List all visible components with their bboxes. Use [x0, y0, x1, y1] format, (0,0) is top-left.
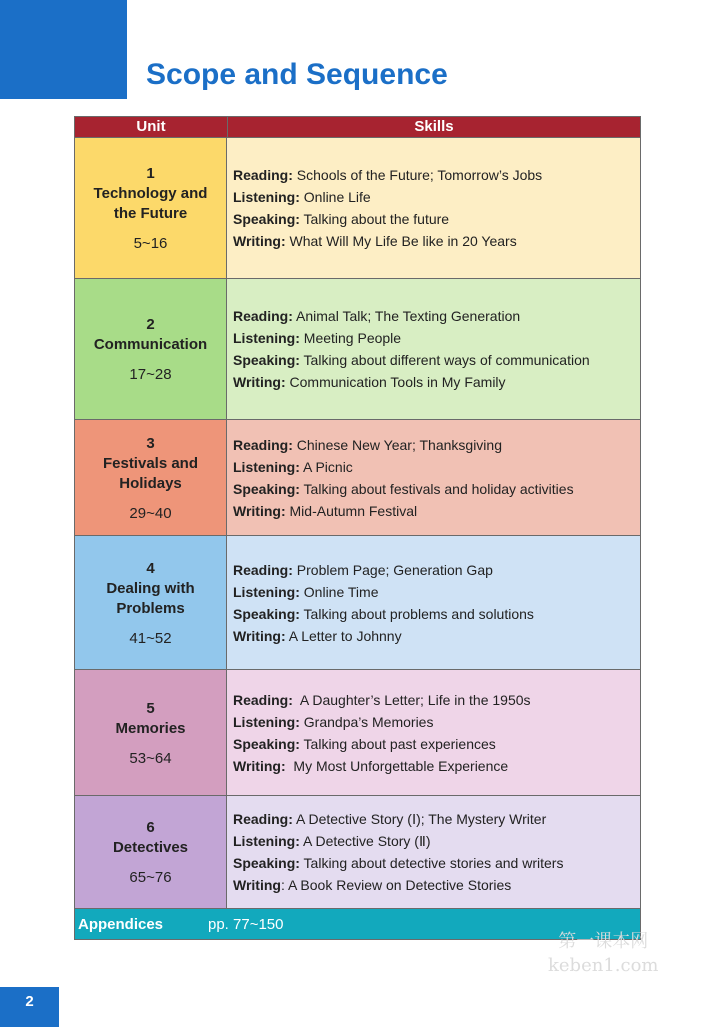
unit-pages: 5~16	[133, 235, 168, 252]
unit-number: 2	[146, 316, 155, 333]
skill-label: Speaking:	[233, 480, 300, 497]
unit-number: 1	[146, 165, 155, 182]
skill-label: Reading:	[233, 691, 293, 708]
unit-cell	[75, 670, 227, 795]
skill-line	[233, 349, 640, 371]
unit-name: the Future	[113, 205, 188, 222]
skill-label: Listening:	[233, 713, 300, 730]
table-body	[75, 138, 640, 909]
unit-name: Memories	[115, 719, 186, 737]
skill-text: Meeting People	[299, 330, 402, 346]
header-skills: Skills	[414, 118, 454, 135]
skill-text: Online Life	[299, 189, 371, 205]
skill-text: My Most Unforgettable Experience	[285, 757, 509, 774]
skill-label: Speaking:	[233, 211, 300, 227]
unit-pages: 29~40	[129, 504, 172, 522]
skill-label: Reading:	[233, 436, 293, 453]
page-number: 2	[0, 987, 59, 1027]
unit-row	[75, 670, 640, 796]
unit-cell	[75, 279, 227, 419]
skill-text: A Detective Story (Ⅰ); The Mystery Writer	[292, 811, 547, 827]
skill-text: Problem Page; Generation Gap	[292, 561, 493, 578]
unit-cell	[75, 420, 227, 535]
skill-line	[233, 478, 640, 500]
skill-line	[233, 371, 640, 393]
skill-text: Communication Tools in My Family	[285, 374, 506, 390]
skill-text: A Letter to Johnny	[285, 627, 402, 644]
skill-label: Speaking:	[233, 605, 300, 622]
unit-name: Detectives	[112, 839, 189, 856]
unit-name: Problems	[116, 599, 185, 617]
unit-number: 3	[146, 434, 155, 452]
skill-text: Mid-Autumn Festival	[285, 502, 418, 519]
skill-label: Speaking:	[233, 735, 300, 752]
skill-label: Writing:	[233, 502, 286, 519]
unit-cell	[75, 138, 227, 278]
skill-line	[233, 230, 640, 252]
appendices-label: Appendices	[78, 915, 164, 933]
unit-row	[75, 420, 640, 536]
skill-label: Speaking:	[233, 855, 300, 871]
skill-text: Chinese New Year; Thanksgiving	[292, 436, 502, 453]
skill-text: Schools of the Future; Tomorrow’s Jobs	[292, 167, 543, 183]
scope-table	[74, 116, 641, 940]
skill-label: Listening:	[233, 458, 300, 475]
corner-block	[0, 0, 127, 99]
header-unit: Unit	[75, 117, 228, 137]
skill-label: Writing:	[233, 757, 286, 774]
unit-number: 5	[146, 699, 155, 717]
unit-name: Dealing with	[106, 579, 195, 597]
skill-line	[233, 305, 640, 327]
skill-line	[233, 186, 640, 208]
skill-line	[233, 808, 640, 830]
skills-cell	[227, 420, 640, 535]
skill-text: Talking about detective stories and writers	[299, 855, 564, 871]
skill-label: Writing:	[233, 627, 286, 644]
skill-label: Listening:	[233, 189, 300, 205]
unit-row	[75, 536, 640, 670]
skill-line	[233, 164, 640, 186]
skill-line	[233, 208, 640, 230]
skill-label: Reading:	[233, 811, 293, 827]
skill-text: Online Time	[299, 583, 379, 600]
skill-text: A Daughter’s Letter; Life in the 1950s	[292, 691, 531, 708]
skill-line	[233, 456, 640, 478]
appendices-pages: pp. 77~150	[208, 915, 284, 933]
unit-cell	[75, 536, 227, 669]
skill-label: Listening:	[233, 833, 300, 849]
skill-text: Animal Talk; The Texting Generation	[292, 308, 521, 324]
skill-text: Talking about different ways of communication	[299, 352, 590, 368]
skill-line	[233, 755, 640, 777]
skill-line	[233, 689, 640, 711]
skill-label: Writing:	[233, 374, 286, 390]
skill-line	[233, 500, 640, 522]
skill-text: Talking about past experiences	[299, 735, 496, 752]
unit-pages: 41~52	[129, 629, 172, 647]
unit-cell	[75, 796, 227, 908]
skill-label: Speaking:	[233, 352, 300, 368]
skills-cell	[227, 138, 640, 278]
unit-pages: 65~76	[129, 869, 172, 886]
skill-line	[233, 625, 640, 647]
unit-pages: 53~64	[129, 749, 172, 767]
skill-label: Reading:	[233, 167, 293, 183]
skill-line	[233, 603, 640, 625]
skill-line	[233, 830, 640, 852]
skill-text: Talking about the future	[299, 211, 450, 227]
skills-cell	[227, 536, 640, 669]
skill-label: Listening:	[233, 330, 300, 346]
unit-row	[75, 796, 640, 909]
skill-label: Listening:	[233, 583, 300, 600]
unit-row	[75, 279, 640, 420]
skill-text: Grandpa’s Memories	[299, 713, 434, 730]
skills-cell	[227, 796, 640, 908]
unit-name: Festivals and	[102, 454, 199, 472]
watermark-line2: keben1.com	[548, 955, 659, 976]
skill-line	[233, 852, 640, 874]
skill-label: Writing:	[233, 233, 286, 249]
watermark-line1: 第一课本网	[558, 931, 649, 952]
table-header	[75, 117, 640, 138]
watermark	[548, 930, 659, 978]
skills-cell	[227, 670, 640, 795]
skill-label: Reading:	[233, 308, 293, 324]
unit-name: Holidays	[119, 474, 182, 492]
unit-name: Communication	[93, 336, 208, 353]
unit-number: 4	[146, 559, 155, 577]
skill-text: : A Book Review on Detective Stories	[280, 877, 512, 893]
skill-line	[233, 581, 640, 603]
skill-text: What Will My Life Be like in 20 Years	[285, 233, 517, 249]
unit-pages: 17~28	[129, 366, 172, 383]
unit-name: Technology and	[93, 185, 208, 202]
page-title: Scope and Sequence	[146, 58, 448, 91]
skill-line	[233, 874, 640, 896]
unit-row	[75, 138, 640, 279]
skill-text: Talking about festivals and holiday activities	[299, 480, 574, 497]
skill-text: Talking about problems and solutions	[299, 605, 534, 622]
unit-number: 6	[146, 819, 155, 836]
skill-line	[233, 733, 640, 755]
skills-cell	[227, 279, 640, 419]
skill-text: A Picnic	[299, 458, 353, 475]
skill-label: Reading:	[233, 561, 293, 578]
skill-line	[233, 559, 640, 581]
skill-text: A Detective Story (Ⅱ)	[299, 833, 431, 849]
skill-line	[233, 434, 640, 456]
skill-line	[233, 327, 640, 349]
skill-label: Writing	[233, 877, 281, 893]
skill-line	[233, 711, 640, 733]
